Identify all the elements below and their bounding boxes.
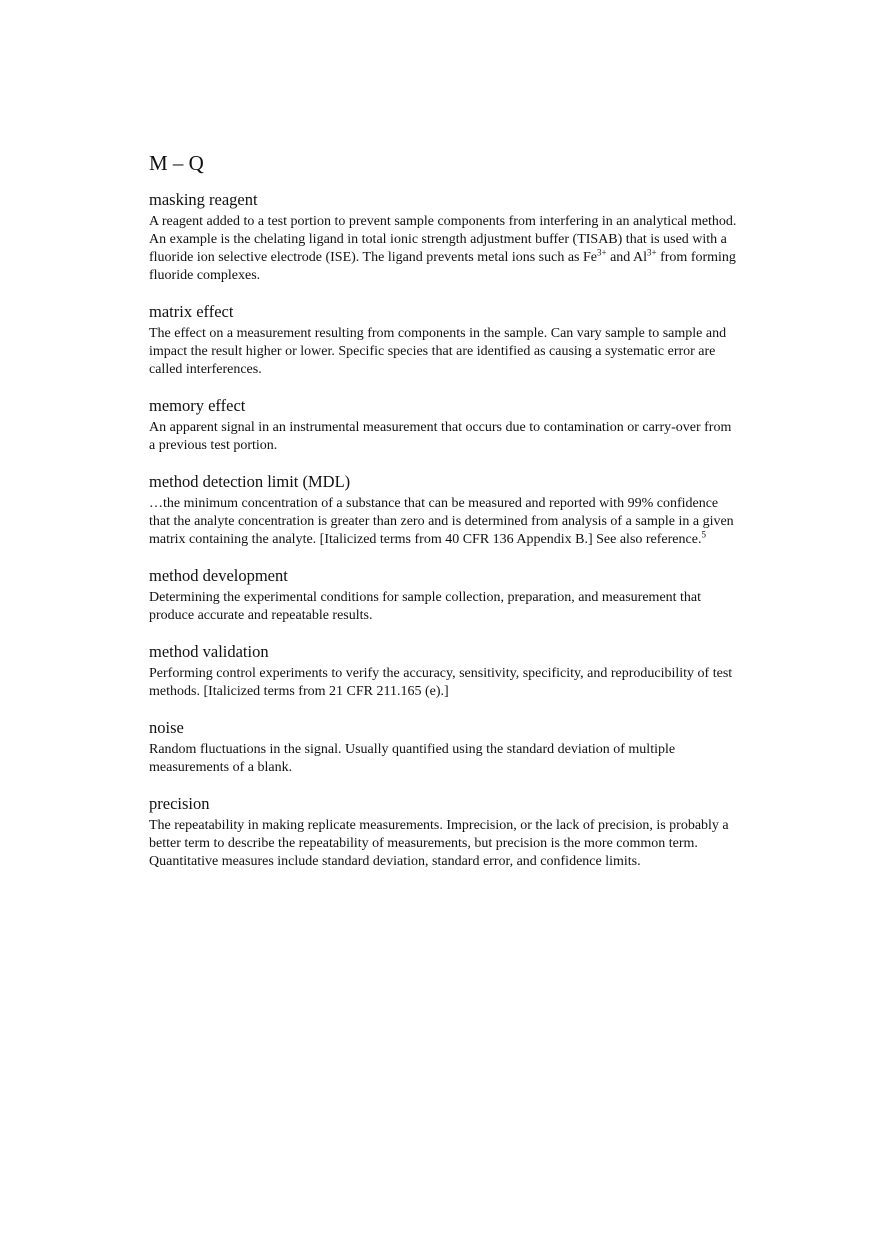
reference-superscript: 5 [701, 529, 706, 540]
definition-method-development: Determining the experimental conditions for sample collection, preparation, and measurement that produce accurate and repeatable results. [149, 590, 702, 623]
section-heading: M – Q [149, 151, 204, 175]
definition-matrix-effect: The effect on a measurement resulting from components in the sample. Can vary sample to sample and impact the result higher or lower. Specific species that are identified as causing a systematic error are called interferences. [149, 326, 727, 377]
entry-matrix-effect [149, 302, 739, 379]
definition-precision: The repeatability in making replicate measurements. Imprecision, or the lack of precision, is probably a better term to describe the repeatability of measurements, but precision is the more common term. Quantitative measures include standard deviation, standard error, and confidence limits. [149, 818, 729, 869]
term-method-validation: method validation [149, 642, 269, 661]
term-matrix-effect: matrix effect [149, 302, 234, 321]
definition-method-validation: Performing control experiments to verify the accuracy, sensitivity, specificity, and reproducibility of test methods. [Italicized terms from 21 CFR 211.165 (e).] [149, 666, 733, 699]
entry-method-development [149, 566, 739, 625]
definition-noise: Random fluctuations in the signal. Usually quantified using the standard deviation of multiple measurements of a blank. [149, 742, 676, 775]
definition-text: from forming fluoride complexes. [149, 250, 736, 283]
entry-method-detection-limit [149, 472, 739, 549]
superscript-fe-charge: 3+ [597, 247, 607, 258]
term-noise: noise [149, 718, 184, 737]
definition-text: A reagent added to a test portion to prevent sample components from interfering in an analytical method. An example is the chelating ligand in total ionic strength adjustment buffer (TISAB) that is used with a fluoride ion selective electrode (ISE). The ligand prevents metal ions such as Fe [149, 214, 737, 265]
glossary-page [149, 150, 739, 888]
term-method-development: method development [149, 566, 288, 585]
entry-masking-reagent [149, 190, 739, 285]
entry-method-validation [149, 642, 739, 701]
definition-text: …the minimum concentration of a substance that can be measured and reported with 99% confidence that the analyte concentration is greater than zero and is determined from analysis of a sample in a given matrix containing the analyte. [Italicized terms from 40 CFR 136 Appendix B.] See also reference. [149, 496, 734, 547]
entry-noise [149, 718, 739, 777]
term-masking-reagent: masking reagent [149, 190, 258, 209]
definition-text: and Al [606, 250, 648, 265]
superscript-al-charge: 3+ [647, 247, 657, 258]
term-method-detection-limit: method detection limit (MDL) [149, 472, 351, 491]
definition-memory-effect: An apparent signal in an instrumental measurement that occurs due to contamination or carry-over from a previous test portion. [149, 420, 732, 453]
entry-memory-effect [149, 396, 739, 455]
term-precision: precision [149, 794, 210, 813]
entry-precision [149, 794, 739, 871]
term-memory-effect: memory effect [149, 396, 246, 415]
definition-masking-reagent [149, 213, 739, 285]
definition-method-detection-limit [149, 495, 739, 549]
